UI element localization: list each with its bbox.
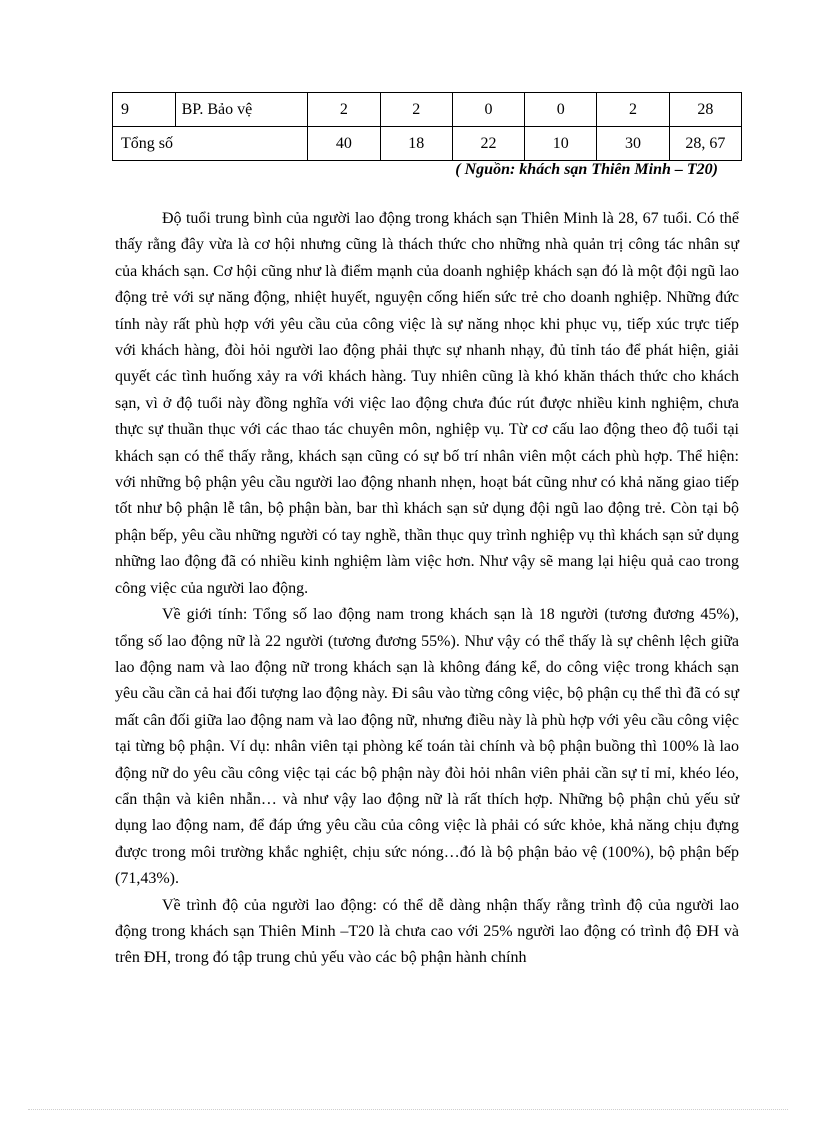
table-cell: 0 <box>525 93 597 127</box>
labor-table <box>112 92 742 161</box>
paragraph-age: Độ tuổi trung bình của người lao động trong khách sạn Thiên Minh là 28, 67 tuổi. Có thể thấy rằng đây vừa là cơ hội nhưng cũng là thách thức cho những nhà quản trị công tác nhân sự của khách sạn. Cơ hội cũng như là điểm mạnh của doanh nghiệp khách sạn đó là một đội ngũ lao động trẻ với sự năng động, nhiệt huyết, nguyện cống hiến sức trẻ cho doanh nghiệp. Những đức tính này rất phù hợp với yêu cầu của công việc là sự năng nhọc khi phục vụ, tiếp xúc trực tiếp với khách hàng, đòi hỏi người lao động phải thực sự nhanh nhạy, đủ tỉnh táo để phát hiện, giải quyết các tình huống xảy ra với khách hàng. Tuy nhiên cũng là khó khăn thách thức cho khách sạn, vì ở độ tuổi này đồng nghĩa với việc lao động chưa đúc rút được nhiều kinh nghiệm, chưa thực sự thuần thục với các thao tác chuyên môn, nghiệp vụ. Từ cơ cấu lao động theo độ tuổi tại khách sạn có thể thấy rằng, khách sạn cũng có sự bố trí nhân viên một cách phù hợp. Thể hiện: với những bộ phận yêu cầu người lao động nhanh nhẹn, hoạt bát cũng như có khả năng giao tiếp tốt như bộ phận lễ tân, bộ phận bàn, bar thì khách sạn sử dụng đội ngũ lao động trẻ. Còn tại bộ phận bếp, yêu cầu những người có tay nghề, thần thục quy trình nghiệp vụ thì khách sạn sử dụng những lao động đã có nhiều kinh nghiệm làm việc hơn. Như vậy sẽ mang lại hiệu quả cao trong công việc của người lao động. <box>115 210 739 597</box>
table-row <box>113 93 742 127</box>
total-label: Tổng số <box>113 127 308 161</box>
table-cell: 22 <box>452 127 524 161</box>
paragraph-gender: Về giới tính: Tổng số lao động nam trong khách sạn là 18 người (tương đương 45%), tổng số lao động nữ là 22 người (tương đương 55%). Như vậy có thể thấy là sự chênh lệch giữa lao động nam và lao động nữ trong khách sạn là không đáng kể, do công việc trong khách sạn yêu cầu cần cả hai đối tượng lao động này. Đi sâu vào từng công việc, bộ phận cụ thể thì đã có sự mất cân đối giữa lao động nam và lao động nữ, nhưng điều này là phù hợp với yêu cầu công việc tại từng bộ phận. Ví dụ: nhân viên tại phòng kế toán tài chính và bộ phận buồng thì 100% là lao động nữ do yêu cầu công việc tại các bộ phận này đòi hỏi nhân viên phải cần sự tỉ mỉ, khéo léo, cẩn thận và kiên nhẫn… và như vậy lao động nữ là rất thích hợp. Những bộ phận chủ yếu sử dụng lao động nam, để đáp ứng yêu cầu của công việc là phải có sức khỏe, khả năng chịu đựng được trong môi trường khắc nghiệt, chịu sức nóng…đó là bộ phận bảo vệ (100%), bộ phận bếp (71,43%). <box>115 606 739 888</box>
table-row-total <box>113 127 742 161</box>
row-department: BP. Bảo vệ <box>175 93 308 127</box>
table-cell: 2 <box>380 93 452 127</box>
table-cell: 0 <box>452 93 524 127</box>
body-text <box>115 206 739 972</box>
table-cell: 40 <box>308 127 380 161</box>
paragraph-education: Về trình độ của người lao động: có thể dễ dàng nhận thấy rằng trình độ của người lao động trong khách sạn Thiên Minh –T20 là chưa cao với 25% người lao động có trình độ ĐH và trên ĐH, trong đó tập trung chủ yếu vào các bộ phận hành chính <box>115 896 739 967</box>
page-bottom-divider <box>28 1109 788 1110</box>
row-stt: 9 <box>113 93 176 127</box>
table-cell: 18 <box>380 127 452 161</box>
table-cell: 10 <box>525 127 597 161</box>
table-cell: 28 <box>669 93 741 127</box>
table-cell: 2 <box>597 93 669 127</box>
table-cell: 30 <box>597 127 669 161</box>
table-cell: 28, 67 <box>669 127 741 161</box>
table-source-caption: ( Nguồn: khách sạn Thiên Minh – T20) <box>455 161 718 178</box>
table-cell: 2 <box>308 93 380 127</box>
